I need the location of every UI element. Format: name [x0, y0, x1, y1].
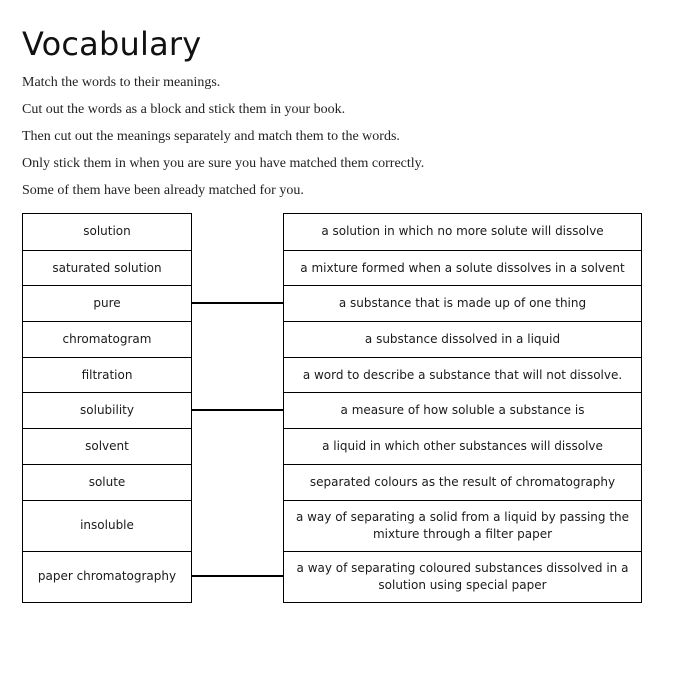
word-cell: solute: [23, 464, 191, 500]
instruction-line: Match the words to their meanings.: [22, 75, 221, 90]
word-cell: filtration: [23, 357, 191, 393]
word-cell: solvent: [23, 428, 191, 464]
word-cell: chromatogram: [23, 321, 191, 357]
instruction-line: Only stick them in when you are sure you have matched them correctly.: [22, 156, 425, 171]
words-column: [22, 213, 192, 603]
word-cell: saturated solution: [23, 250, 191, 286]
word-cell: pure: [23, 285, 191, 321]
instruction-line: Cut out the words as a block and stick them in your book.: [22, 102, 346, 117]
meaning-cell: a word to describe a substance that will not dissolve.: [284, 357, 641, 393]
meaning-cell: a solution in which no more solute will dissolve: [321, 224, 604, 239]
meaning-cell: a liquid in which other substances will dissolve: [284, 428, 641, 464]
meanings-column: [283, 213, 642, 603]
meaning-cell: a way of separating coloured substances dissolved in a solution using special paper: [284, 551, 641, 602]
meaning-cell: a measure of how soluble a substance is: [284, 392, 641, 428]
match-connector-line: [192, 575, 283, 577]
meaning-cell: a way of separating a solid from a liquid by passing the mixture through a filter paper: [284, 500, 641, 551]
meaning-cell: separated colours as the result of chromatography: [284, 464, 641, 500]
meaning-cell: a mixture formed when a solute dissolves in a solvent: [284, 250, 641, 286]
word-cell: solubility: [23, 392, 191, 428]
match-connector-line: [192, 302, 283, 304]
word-cell: paper chromatography: [23, 551, 191, 602]
instruction-line: Some of them have been already matched for you.: [22, 183, 304, 198]
word-cell: solution: [83, 224, 131, 239]
page-title: Vocabulary: [22, 25, 202, 63]
word-cell: insoluble: [23, 500, 191, 551]
meaning-cell: a substance that is made up of one thing: [284, 285, 641, 321]
match-connector-line: [192, 409, 283, 411]
instruction-line: Then cut out the meanings separately and match them to the words.: [22, 129, 400, 144]
meaning-cell: a substance dissolved in a liquid: [284, 321, 641, 357]
